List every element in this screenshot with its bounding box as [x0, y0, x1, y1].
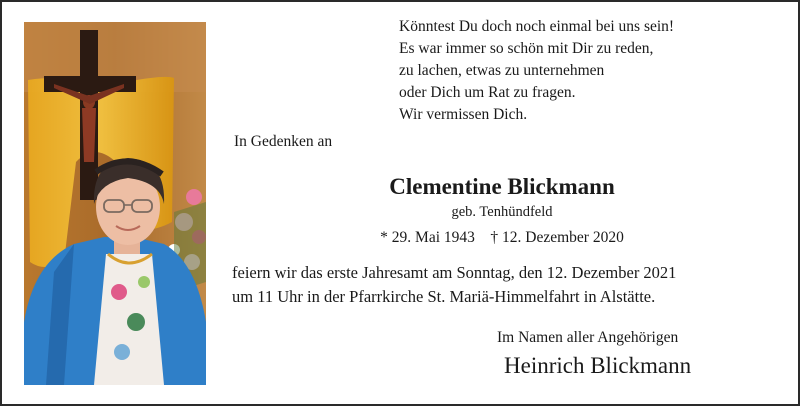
poem-line: Es war immer so schön mit Dir zu reden, — [399, 40, 654, 57]
announcement-text — [232, 261, 676, 309]
portrait-photo — [24, 22, 206, 385]
life-dates: * 29. Mai 1943 † 12. Dezember 2020 — [380, 229, 624, 246]
closing-line: Im Namen aller Angehörigen — [497, 329, 679, 346]
announcement-line: um 11 Uhr in der Pfarrkirche St. Mariä-Himmelfahrt in Alstätte. — [232, 287, 656, 306]
deceased-name: Clementine Blickmann — [389, 174, 615, 199]
memorial-poem — [399, 16, 674, 126]
signer-name: Heinrich Blickmann — [504, 353, 692, 378]
poem-line: Könntest Du doch noch einmal bei uns sein! — [399, 18, 675, 35]
poem-line: oder Dich um Rat zu fragen. — [399, 84, 576, 101]
portrait-illustration — [24, 22, 206, 385]
poem-line: Wir vermissen Dich. — [399, 106, 528, 123]
maiden-name: geb. Tenhündfeld — [451, 204, 553, 220]
memorial-intro: In Gedenken an — [234, 133, 333, 150]
poem-line: zu lachen, etwas zu unternehmen — [399, 62, 605, 79]
announcement-line: feiern wir das erste Jahresamt am Sonntag, den 12. Dezember 2021 — [232, 263, 677, 282]
